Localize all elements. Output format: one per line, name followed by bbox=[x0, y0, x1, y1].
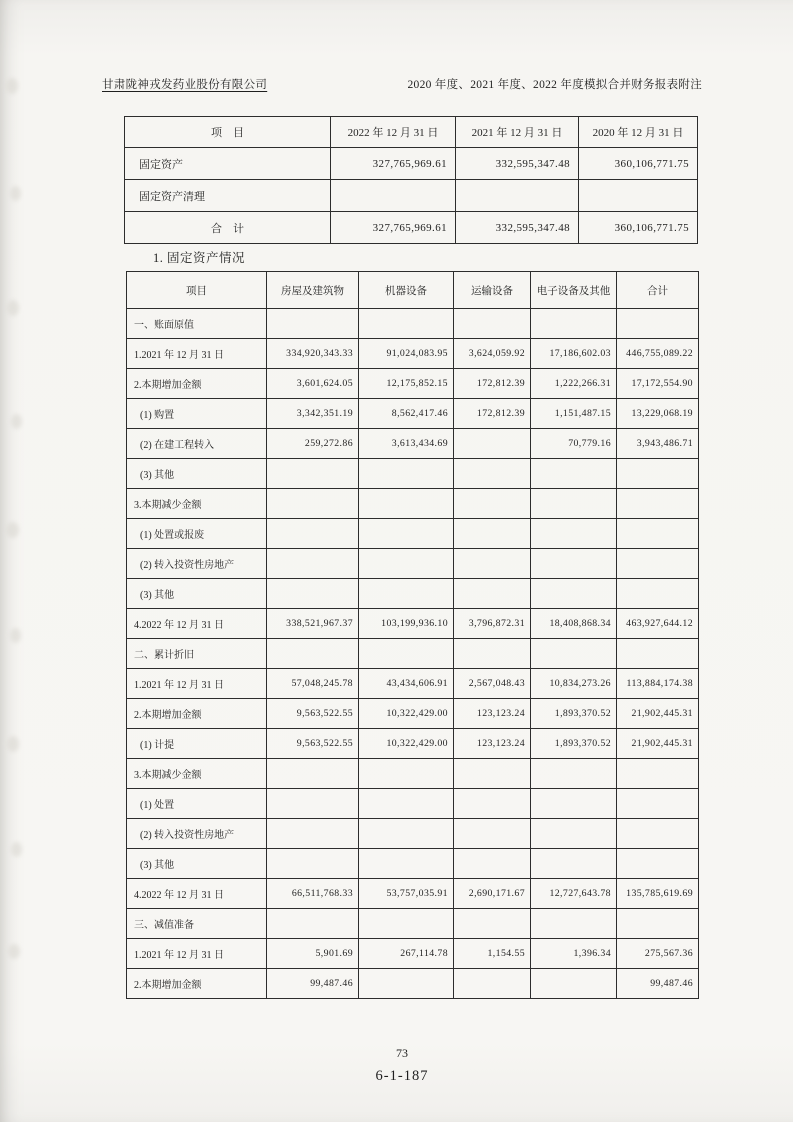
cell-value bbox=[617, 549, 699, 579]
cell-value bbox=[454, 819, 531, 849]
cell-value bbox=[531, 519, 617, 549]
cell-value: 123,123.24 bbox=[454, 699, 531, 729]
cell-value: 2,690,171.67 bbox=[454, 879, 531, 909]
column-header: 项目 bbox=[127, 272, 267, 309]
table-row bbox=[127, 819, 699, 849]
cell-value bbox=[267, 819, 359, 849]
cell-value: 123,123.24 bbox=[454, 729, 531, 759]
cell-value bbox=[267, 459, 359, 489]
row-label: 1.2021 年 12 月 31 日 bbox=[127, 339, 267, 369]
row-label: 固定资产 bbox=[125, 148, 331, 180]
cell-value bbox=[454, 459, 531, 489]
cell-value: 275,567.36 bbox=[617, 939, 699, 969]
cell-value bbox=[454, 549, 531, 579]
cell-value bbox=[531, 849, 617, 879]
table-row bbox=[125, 148, 698, 180]
cell-value: 10,834,273.26 bbox=[531, 669, 617, 699]
cell-value bbox=[267, 309, 359, 339]
cell-value bbox=[359, 909, 454, 939]
row-label: 3.本期减少金额 bbox=[127, 759, 267, 789]
cell-value: 3,624,059.92 bbox=[454, 339, 531, 369]
doc-number: 6-1-187 bbox=[375, 1068, 429, 1084]
cell-value: 21,902,445.31 bbox=[617, 729, 699, 759]
cell-value bbox=[359, 549, 454, 579]
cell-value bbox=[267, 519, 359, 549]
section-heading: 1. 固定资产情况 bbox=[153, 251, 246, 265]
cell-value bbox=[617, 489, 699, 519]
cell-value bbox=[359, 639, 454, 669]
cell-value bbox=[617, 849, 699, 879]
table-row bbox=[127, 849, 699, 879]
row-label: (1) 处置或报废 bbox=[127, 519, 267, 549]
cell-value bbox=[454, 489, 531, 519]
table-row bbox=[127, 969, 699, 999]
table-row bbox=[127, 609, 699, 639]
cell-value: 1,154.55 bbox=[454, 939, 531, 969]
table-row bbox=[127, 909, 699, 939]
cell-value bbox=[454, 639, 531, 669]
row-label: 二、累计折旧 bbox=[127, 639, 267, 669]
table-row bbox=[125, 180, 698, 212]
table-row bbox=[127, 699, 699, 729]
cell-value: 113,884,174.38 bbox=[617, 669, 699, 699]
cell-value bbox=[531, 819, 617, 849]
cell-value bbox=[531, 579, 617, 609]
cell-value bbox=[617, 909, 699, 939]
cell-value bbox=[267, 639, 359, 669]
row-label: 一、账面原值 bbox=[127, 309, 267, 339]
table-header-row bbox=[127, 272, 699, 309]
cell-value: 327,765,969.61 bbox=[331, 212, 456, 244]
cell-value: 12,727,643.78 bbox=[531, 879, 617, 909]
row-label: 2.本期增加金额 bbox=[127, 369, 267, 399]
cell-value: 10,322,429.00 bbox=[359, 729, 454, 759]
row-label: 三、减值准备 bbox=[127, 909, 267, 939]
row-label: 4.2022 年 12 月 31 日 bbox=[127, 609, 267, 639]
cell-value: 3,796,872.31 bbox=[454, 609, 531, 639]
company-name: 甘肃陇神戎发药业股份有限公司 bbox=[102, 79, 268, 91]
scan-artifact bbox=[7, 736, 19, 752]
table-row bbox=[127, 579, 699, 609]
scan-artifact bbox=[10, 186, 21, 201]
row-label: 3.本期减少金额 bbox=[127, 489, 267, 519]
row-label: 固定资产清理 bbox=[125, 180, 331, 212]
cell-value: 91,024,083.95 bbox=[359, 339, 454, 369]
cell-value bbox=[267, 789, 359, 819]
cell-value bbox=[454, 519, 531, 549]
cell-value bbox=[359, 459, 454, 489]
cell-value: 9,563,522.55 bbox=[267, 699, 359, 729]
cell-value bbox=[531, 639, 617, 669]
column-header: 运输设备 bbox=[454, 272, 531, 309]
cell-value bbox=[617, 519, 699, 549]
cell-value: 172,812.39 bbox=[454, 399, 531, 429]
row-label: (3) 其他 bbox=[127, 849, 267, 879]
cell-value: 3,601,624.05 bbox=[267, 369, 359, 399]
table-row bbox=[127, 309, 699, 339]
cell-value bbox=[531, 909, 617, 939]
cell-value: 18,408,868.34 bbox=[531, 609, 617, 639]
cell-value bbox=[359, 489, 454, 519]
table-row bbox=[125, 212, 698, 244]
cell-value bbox=[531, 759, 617, 789]
column-header: 2022 年 12 月 31 日 bbox=[331, 117, 456, 148]
cell-value bbox=[454, 969, 531, 999]
table-row bbox=[127, 729, 699, 759]
cell-value bbox=[359, 969, 454, 999]
row-label: 1.2021 年 12 月 31 日 bbox=[127, 939, 267, 969]
cell-value: 43,434,606.91 bbox=[359, 669, 454, 699]
cell-value: 332,595,347.48 bbox=[456, 148, 579, 180]
cell-value bbox=[267, 849, 359, 879]
row-label: (3) 其他 bbox=[127, 579, 267, 609]
cell-value: 3,943,486.71 bbox=[617, 429, 699, 459]
row-label: 4.2022 年 12 月 31 日 bbox=[127, 879, 267, 909]
row-label: (1) 购置 bbox=[127, 399, 267, 429]
cell-value: 9,563,522.55 bbox=[267, 729, 359, 759]
row-label: 2.本期增加金额 bbox=[127, 699, 267, 729]
table-row bbox=[127, 639, 699, 669]
cell-value: 267,114.78 bbox=[359, 939, 454, 969]
table-row bbox=[127, 369, 699, 399]
cell-value: 17,186,602.03 bbox=[531, 339, 617, 369]
fixed-assets-table bbox=[126, 271, 699, 999]
scan-artifact bbox=[11, 414, 22, 429]
cell-value bbox=[454, 309, 531, 339]
cell-value bbox=[531, 309, 617, 339]
cell-value bbox=[454, 759, 531, 789]
scan-artifact bbox=[10, 628, 21, 643]
cell-value bbox=[359, 789, 454, 819]
table-row bbox=[127, 429, 699, 459]
column-header: 合计 bbox=[617, 272, 699, 309]
cell-value bbox=[531, 969, 617, 999]
cell-value: 1,893,370.52 bbox=[531, 699, 617, 729]
cell-value bbox=[531, 489, 617, 519]
column-header: 机器设备 bbox=[359, 272, 454, 309]
page-header bbox=[102, 76, 702, 92]
cell-value: 70,779.16 bbox=[531, 429, 617, 459]
scan-artifact bbox=[6, 522, 19, 538]
cell-value bbox=[531, 789, 617, 819]
column-header: 2020 年 12 月 31 日 bbox=[579, 117, 698, 148]
table-row bbox=[127, 339, 699, 369]
table-row bbox=[127, 399, 699, 429]
document-title: 2020 年度、2021 年度、2022 年度模拟合并财务报表附注 bbox=[407, 79, 702, 91]
scan-artifact bbox=[7, 300, 19, 316]
cell-value: 21,902,445.31 bbox=[617, 699, 699, 729]
cell-value bbox=[456, 180, 579, 212]
scan-artifact bbox=[8, 944, 20, 959]
table-row bbox=[127, 759, 699, 789]
cell-value: 12,175,852.15 bbox=[359, 369, 454, 399]
cell-value bbox=[454, 849, 531, 879]
cell-value: 57,048,245.78 bbox=[267, 669, 359, 699]
column-header: 电子设备及其他 bbox=[531, 272, 617, 309]
cell-value: 3,613,434.69 bbox=[359, 429, 454, 459]
cell-value bbox=[454, 909, 531, 939]
cell-value bbox=[267, 489, 359, 519]
row-label: (1) 计提 bbox=[127, 729, 267, 759]
row-label: (2) 转入投资性房地产 bbox=[127, 819, 267, 849]
row-label: (2) 转入投资性房地产 bbox=[127, 549, 267, 579]
cell-value: 1,151,487.15 bbox=[531, 399, 617, 429]
table-row bbox=[127, 879, 699, 909]
column-header: 项 目 bbox=[125, 117, 331, 148]
table-row bbox=[127, 459, 699, 489]
column-header: 房屋及建筑物 bbox=[267, 272, 359, 309]
table-row bbox=[127, 519, 699, 549]
table-header-row bbox=[125, 117, 698, 148]
cell-value bbox=[617, 789, 699, 819]
cell-value: 1,222,266.31 bbox=[531, 369, 617, 399]
cell-value bbox=[359, 519, 454, 549]
cell-value bbox=[359, 309, 454, 339]
column-header: 2021 年 12 月 31 日 bbox=[456, 117, 579, 148]
cell-value: 446,755,089.22 bbox=[617, 339, 699, 369]
table-row bbox=[127, 549, 699, 579]
cell-value: 338,521,967.37 bbox=[267, 609, 359, 639]
row-label: (2) 在建工程转入 bbox=[127, 429, 267, 459]
cell-value bbox=[617, 639, 699, 669]
table-row bbox=[127, 669, 699, 699]
cell-value bbox=[267, 759, 359, 789]
cell-value bbox=[617, 459, 699, 489]
cell-value: 66,511,768.33 bbox=[267, 879, 359, 909]
cell-value: 1,893,370.52 bbox=[531, 729, 617, 759]
cell-value: 463,927,644.12 bbox=[617, 609, 699, 639]
cell-value: 135,785,619.69 bbox=[617, 879, 699, 909]
cell-value bbox=[331, 180, 456, 212]
cell-value bbox=[617, 309, 699, 339]
cell-value: 327,765,969.61 bbox=[331, 148, 456, 180]
cell-value bbox=[579, 180, 698, 212]
cell-value: 334,920,343.33 bbox=[267, 339, 359, 369]
cell-value: 53,757,035.91 bbox=[359, 879, 454, 909]
cell-value bbox=[454, 789, 531, 819]
cell-value bbox=[617, 579, 699, 609]
cell-value: 1,396.34 bbox=[531, 939, 617, 969]
scan-artifact bbox=[6, 78, 18, 94]
cell-value: 99,487.46 bbox=[267, 969, 359, 999]
summary-table bbox=[124, 116, 698, 244]
row-label: (1) 处置 bbox=[127, 789, 267, 819]
cell-value bbox=[531, 459, 617, 489]
cell-value: 259,272.86 bbox=[267, 429, 359, 459]
cell-value bbox=[454, 429, 531, 459]
cell-value: 8,562,417.46 bbox=[359, 399, 454, 429]
cell-value: 332,595,347.48 bbox=[456, 212, 579, 244]
row-label: (3) 其他 bbox=[127, 459, 267, 489]
cell-value: 2,567,048.43 bbox=[454, 669, 531, 699]
table-row bbox=[127, 789, 699, 819]
page-number: 73 bbox=[396, 1046, 408, 1060]
cell-value bbox=[359, 759, 454, 789]
table-row bbox=[127, 939, 699, 969]
cell-value bbox=[454, 579, 531, 609]
cell-value bbox=[267, 549, 359, 579]
cell-value bbox=[359, 819, 454, 849]
cell-value bbox=[267, 579, 359, 609]
row-label: 合 计 bbox=[125, 212, 331, 244]
cell-value bbox=[359, 849, 454, 879]
cell-value bbox=[617, 759, 699, 789]
table-row bbox=[127, 489, 699, 519]
cell-value: 17,172,554.90 bbox=[617, 369, 699, 399]
cell-value bbox=[359, 579, 454, 609]
cell-value: 360,106,771.75 bbox=[579, 148, 698, 180]
cell-value: 3,342,351.19 bbox=[267, 399, 359, 429]
cell-value bbox=[617, 819, 699, 849]
cell-value: 172,812.39 bbox=[454, 369, 531, 399]
cell-value: 360,106,771.75 bbox=[579, 212, 698, 244]
cell-value bbox=[267, 909, 359, 939]
cell-value: 10,322,429.00 bbox=[359, 699, 454, 729]
cell-value: 103,199,936.10 bbox=[359, 609, 454, 639]
cell-value bbox=[531, 549, 617, 579]
row-label: 2.本期增加金额 bbox=[127, 969, 267, 999]
cell-value: 5,901.69 bbox=[267, 939, 359, 969]
scan-artifact bbox=[11, 842, 22, 857]
page-footer bbox=[102, 1046, 702, 1085]
row-label: 1.2021 年 12 月 31 日 bbox=[127, 669, 267, 699]
cell-value: 13,229,068.19 bbox=[617, 399, 699, 429]
cell-value: 99,487.46 bbox=[617, 969, 699, 999]
